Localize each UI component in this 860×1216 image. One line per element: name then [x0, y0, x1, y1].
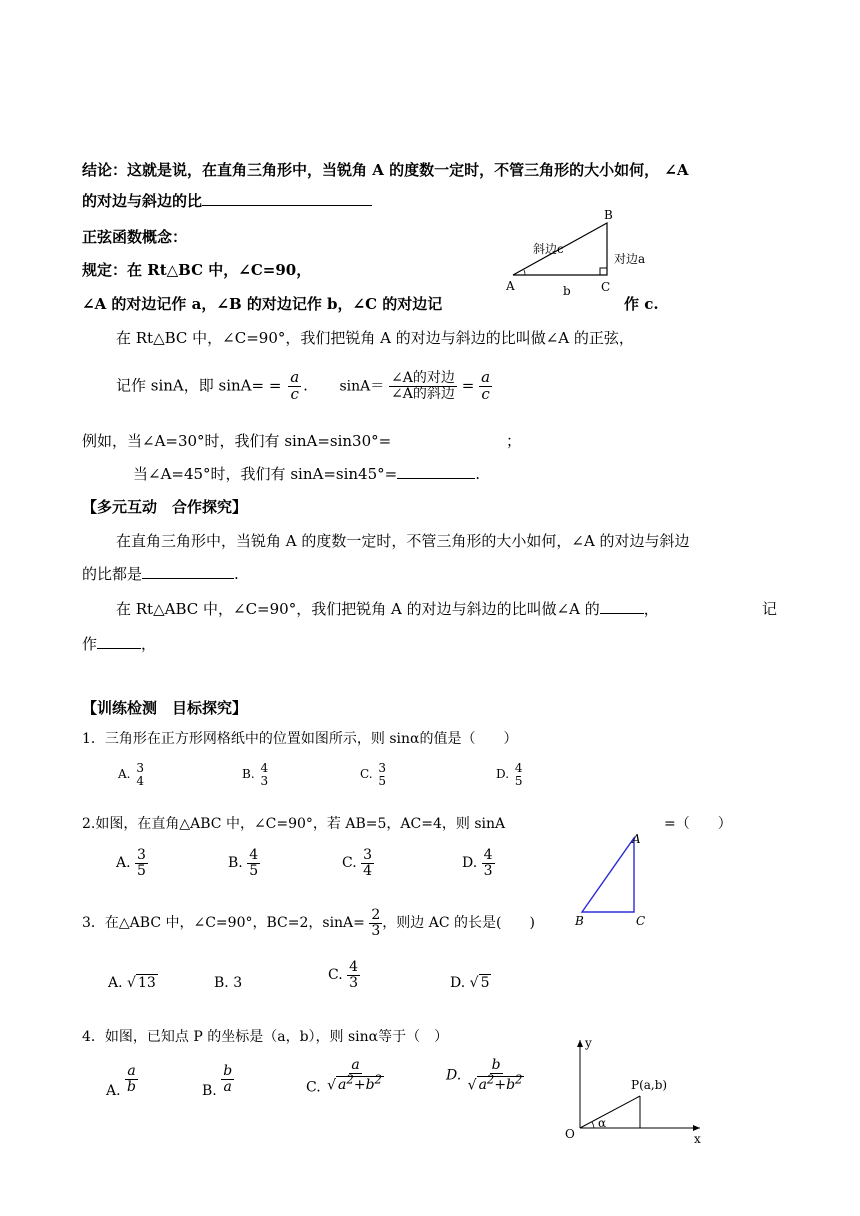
- answer-blank: [397, 464, 475, 479]
- frac-a-over-c-2: $\frac{a}{c}$: [481, 368, 491, 403]
- rule-line2b: 作 c.: [624, 295, 659, 313]
- point-label-P: P(a,b): [631, 1078, 668, 1092]
- example-semicolon: ；: [506, 432, 522, 450]
- q4-option-c: C. $\frac{a}{√ a^2+b^2}$: [306, 1057, 382, 1096]
- q3-option-b: B. 3: [214, 975, 243, 991]
- answer-blank: [142, 564, 234, 579]
- sin-label: sinA＝: [339, 378, 385, 395]
- conclusion-line1: 结论：这就是说，在直角三角形中，当锐角 A 的度数一定时，不管三角形的大小如何， ∠A: [82, 161, 689, 179]
- answer-blank: [600, 599, 644, 614]
- q4-option-b: B. $\frac{b}{a}$: [202, 1063, 233, 1100]
- def-line1: 在 Rt△BC 中，∠C=90°，我们把锐角 A 的对边与斜边的比叫做∠A 的正弦，: [116, 329, 634, 347]
- answer-blank: [202, 191, 372, 206]
- fig-label-A: A: [506, 279, 515, 293]
- q2-fig-label-A: A: [632, 832, 641, 846]
- fig-label-opp: 对边a: [614, 252, 646, 266]
- q1-option-a: A. 3 4: [118, 761, 144, 788]
- example-line1: 例如，当∠A=30°时，我们有 sinA=sin30°=: [82, 432, 392, 450]
- rule-line2a: ∠A 的对边记作 a，∠B 的对边记作 b，∠C 的对边记: [82, 295, 443, 313]
- q1-option-d: D. 4 5: [496, 761, 523, 788]
- fig-label-hyp: 斜边c: [533, 242, 564, 256]
- section1-p1-line2: 的比都是 .: [82, 565, 239, 583]
- fig-label-B: B: [604, 208, 613, 222]
- q3-option-a: A. √ 13: [108, 975, 156, 991]
- fig-label-C: C: [601, 280, 611, 294]
- answer-blank: [97, 634, 141, 649]
- q3-option-d: D. √ 5: [450, 975, 490, 991]
- section1-p2-line2: 作 ，: [82, 635, 157, 653]
- q2-option-b: B. $\frac{4}{5}$: [228, 847, 259, 879]
- q2-option-c: C. $\frac{3}{4}$: [342, 847, 373, 879]
- section2-title: 【训练检测 目标探究】: [82, 699, 248, 717]
- axis-label-x: x: [694, 1132, 701, 1146]
- q2-stem: 2.如图，在直角△ABC 中，∠C=90°，若 AB=5，AC=4，则 sinA: [82, 816, 506, 832]
- conclusion-line2-text: 的对边与斜边的比: [82, 192, 203, 210]
- q1-option-c: C. 3 5: [360, 761, 387, 788]
- axis-label-y: y: [585, 1036, 592, 1050]
- q1-stem: 1．三角形在正方形网格纸中的位置如图所示，则 sinα的值是（ ）: [82, 731, 518, 747]
- q2-fig-label-B: B: [575, 914, 584, 928]
- concept-title: 正弦函数概念：: [82, 228, 188, 246]
- section1-p2-ji: 记: [762, 600, 778, 618]
- q2-option-a: A. $\frac{3}{5}$: [116, 847, 146, 879]
- def-line2-text: 记作 sinA，即 sinA= =: [116, 376, 282, 395]
- example-line2: 当∠A=45°时，我们有 sinA=sin45°= .: [133, 465, 480, 483]
- q3-stem: 3．在△ABC 中，∠C=90°，BC=2，sinA= $\frac{2}{3}$ ，则边 AC 的长是( ): [82, 907, 535, 939]
- section1-p2-line1: 在 Rt△ABC 中，∠C=90°，我们把锐角 A 的对边与斜边的比叫做∠A 的 ，: [116, 600, 659, 618]
- q2-stem-end: =（ ）: [664, 816, 732, 832]
- frac-a-over-c: $\frac{a}{c}$: [290, 368, 300, 403]
- q3-option-c: C. $\frac{4}{3}$: [328, 959, 359, 991]
- section1-p1-line1: 在直角三角形中，当锐角 A 的度数一定时，不管三角形的大小如何，∠A 的对边与斜边: [116, 532, 690, 550]
- q2-option-d: D. $\frac{4}{3}$: [462, 847, 493, 879]
- q2-fig-label-C: C: [636, 914, 646, 928]
- conclusion-line2: [82, 190, 372, 211]
- q4-option-a: A. $\frac{a}{b}$: [106, 1063, 136, 1100]
- def-line2: 记作 sinA，即 sinA= = $\frac{a}{c}$ . sinA＝ $\frac{\text{∠A的对边}}{\text{∠A的斜边}}$ = $\frac{a}{c}$: [116, 368, 491, 403]
- q4-option-d: D. $\frac{b}{√ a^2+b^2}$: [446, 1057, 523, 1094]
- rule-line1: 规定：在 Rt△BC 中，∠C=90，: [82, 261, 312, 279]
- q4-stem: 4．如图，已知点 P 的坐标是（a，b），则 sinα等于（ ）: [82, 1029, 449, 1045]
- alpha-label: α: [598, 1116, 607, 1130]
- fig-label-adj: b: [563, 284, 571, 298]
- section1-title: 【多元互动 合作探究】: [82, 498, 248, 516]
- origin-label: O: [565, 1127, 575, 1141]
- q1-option-b: B. 4 3: [242, 761, 269, 788]
- frac-opposite-over-hypotenuse: $\frac{\text{∠A的对边}}{\text{∠A的斜边}}$: [391, 370, 455, 402]
